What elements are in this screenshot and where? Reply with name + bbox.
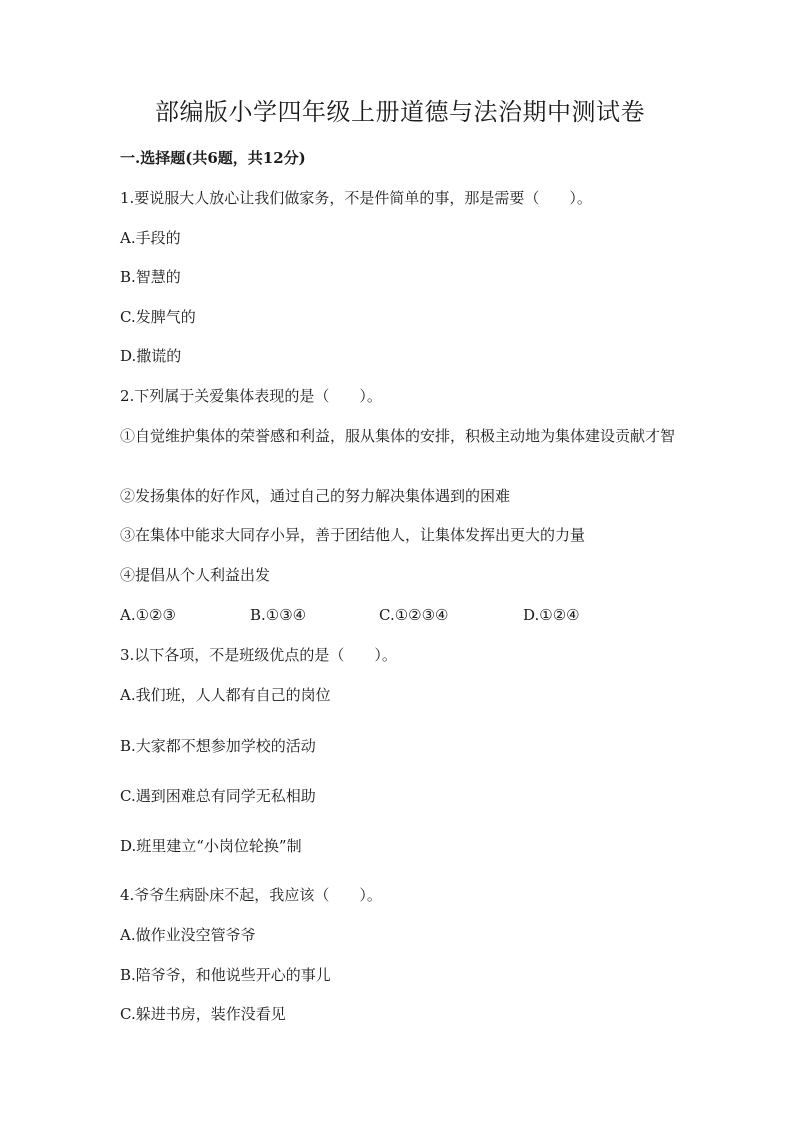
question-3-option-d: D.班里建立“小岗位轮换”制 xyxy=(120,837,302,855)
question-2-statement-1: ①自觉维护集体的荣誉感和利益，服从集体的安排，积极主动地为集体建设贡献才智 xyxy=(120,427,676,445)
question-2-statement-4: ④提倡从个人利益出发 xyxy=(120,566,271,584)
question-4-option-c: C.躲进书房，装作没看见 xyxy=(120,1005,286,1023)
question-2-statement-2: ②发扬集体的好作风，通过自己的努力解决集体遇到的困难 xyxy=(120,487,511,505)
question-3-option-b: B.大家都不想参加学校的活动 xyxy=(120,737,316,755)
question-1-option-a: A.手段的 xyxy=(120,229,181,247)
question-1-option-b: B.智慧的 xyxy=(120,268,181,286)
question-3-stem: 3.以下各项，不是班级优点的是（ ）。 xyxy=(120,646,397,664)
question-1-option-d: D.撒谎的 xyxy=(120,347,182,365)
question-4-option-a: A.做作业没空管爷爷 xyxy=(120,926,256,944)
question-2-stem: 2.下列属于关爱集体表现的是（ ）。 xyxy=(120,387,382,405)
question-3-option-c: C.遇到困难总有同学无私相助 xyxy=(120,787,316,805)
question-2-option-c: C.①②③④ xyxy=(379,606,449,624)
question-4-stem: 4.爷爷生病卧床不起，我应该（ ）。 xyxy=(120,886,382,904)
question-1-option-c: C.发脾气的 xyxy=(120,308,196,326)
question-2-option-a: A.①②③ xyxy=(120,606,176,624)
section-heading: 一.选择题(共6题，共12分) xyxy=(120,149,306,167)
page-title: 部编版小学四年级上册道德与法治期中测试卷 xyxy=(155,98,645,126)
question-2-option-d: D.①②④ xyxy=(523,606,580,624)
question-1-stem: 1.要说服大人放心让我们做家务，不是件简单的事，那是需要（ ）。 xyxy=(120,189,592,207)
question-2-statement-3: ③在集体中能求大同存小异，善于团结他人，让集体发挥出更大的力量 xyxy=(120,526,586,544)
question-2-option-b: B.①③④ xyxy=(250,606,307,624)
question-4-option-b: B.陪爷爷，和他说些开心的事儿 xyxy=(120,966,331,984)
question-3-option-a: A.我们班，人人都有自己的岗位 xyxy=(120,686,331,704)
